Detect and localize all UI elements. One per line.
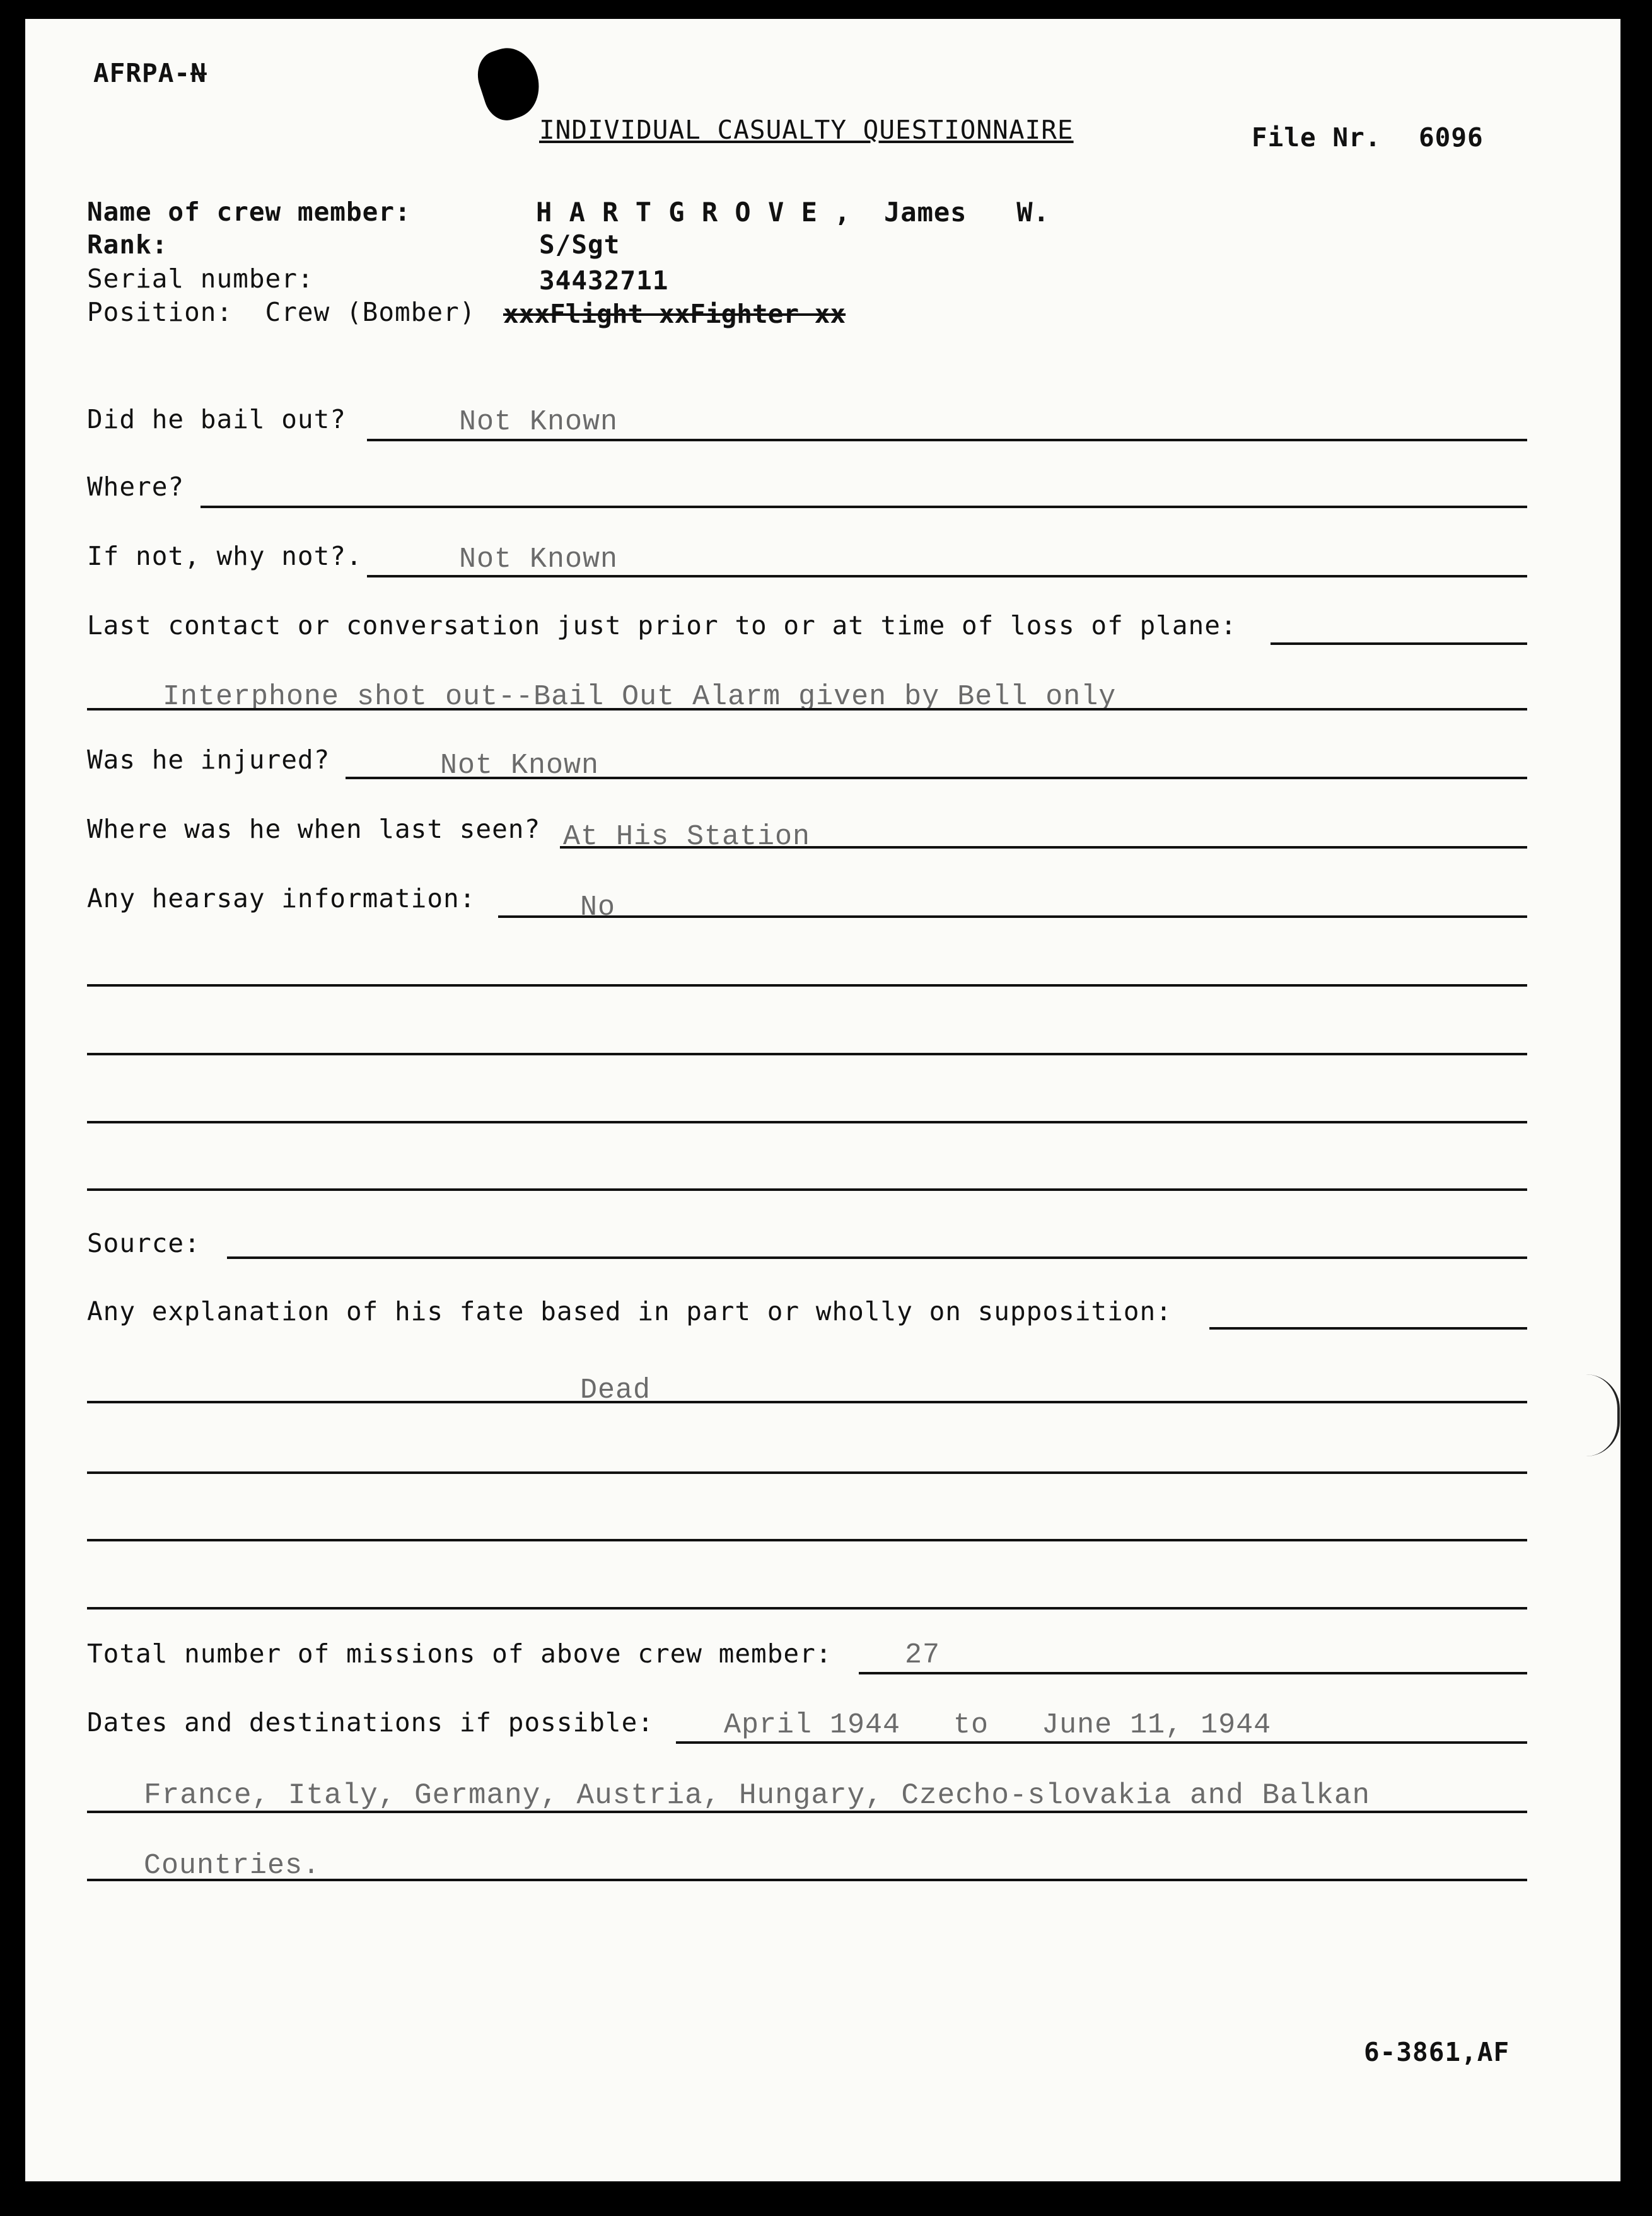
- hearsay-blank-line-4: [87, 1188, 1527, 1191]
- last-contact-line-1: [1271, 642, 1527, 645]
- why-not-line: [367, 575, 1527, 577]
- explanation-value: Dead: [580, 1374, 651, 1407]
- source-line: [227, 1256, 1527, 1259]
- position-label: Position: Crew (Bomber): [87, 297, 476, 327]
- hearsay-value: No: [580, 891, 616, 924]
- serial-value: 34432711: [539, 265, 669, 296]
- last-contact-value: Interphone shot out--Bail Out Alarm given by Bell only: [163, 681, 1117, 713]
- where-line: [201, 506, 1527, 508]
- form-id: AFRPA-N: [93, 58, 207, 88]
- injured-line: [346, 777, 1527, 779]
- bail-out-line: [367, 439, 1527, 441]
- last-seen-label: Where was he when last seen?: [87, 814, 541, 844]
- explanation-label: Any explanation of his fate based in part or wholly on supposition:: [87, 1296, 1172, 1326]
- rank-label: Rank:: [87, 229, 168, 260]
- missions-line: [859, 1672, 1527, 1674]
- destinations-rule-1: [87, 1811, 1527, 1813]
- name-value: H A R T G R O V E , James W.: [536, 197, 1050, 228]
- rank-value: S/Sgt: [539, 229, 620, 260]
- explanation-line-1: [1209, 1327, 1527, 1330]
- hearsay-blank-line-2: [87, 1053, 1527, 1055]
- file-number: 6096: [1419, 122, 1484, 153]
- missions-label: Total number of missions of above crew member:: [87, 1639, 832, 1669]
- hearsay-blank-line-1: [87, 984, 1527, 987]
- form-title: INDIVIDUAL CASUALTY QUESTIONNAIRE: [539, 115, 1074, 145]
- name-label: Name of crew member:: [87, 197, 411, 227]
- file-number-label: File Nr.: [1252, 122, 1382, 153]
- last-seen-line: [560, 846, 1527, 849]
- destinations-line-1: France, Italy, Germany, Austria, Hungary, Czecho-slovakia and Balkan: [144, 1779, 1371, 1812]
- why-not-value: Not Known: [459, 543, 619, 576]
- source-label: Source:: [87, 1228, 201, 1258]
- bail-out-value: Not Known: [459, 406, 619, 438]
- explanation-blank-line-1: [87, 1471, 1527, 1474]
- dates-line: [676, 1741, 1527, 1744]
- position-struck-text: xxxFlight xxFighter xx: [503, 299, 846, 329]
- explanation-line-2: [87, 1401, 1527, 1403]
- hearsay-label: Any hearsay information:: [87, 883, 476, 914]
- last-seen-value: At His Station: [563, 821, 811, 853]
- destinations-rule-2: [87, 1879, 1527, 1881]
- dates-value: April 1944 to June 11, 1944: [724, 1709, 1272, 1741]
- injured-value: Not Known: [440, 750, 600, 782]
- injured-label: Was he injured?: [87, 745, 330, 775]
- why-not-label: If not, why not?.: [87, 541, 363, 571]
- destinations-line-2: Countries.: [144, 1850, 321, 1882]
- serial-label: Serial number:: [87, 264, 314, 294]
- dates-label: Dates and destinations if possible:: [87, 1707, 654, 1737]
- last-contact-label: Last contact or conversation just prior to or at time of loss of plane:: [87, 610, 1237, 641]
- hearsay-blank-line-3: [87, 1121, 1527, 1123]
- missions-value: 27: [905, 1639, 941, 1671]
- last-contact-line-2: [87, 708, 1527, 711]
- explanation-blank-line-2: [87, 1539, 1527, 1541]
- hearsay-line: [498, 915, 1527, 918]
- form-code: 6-3861,AF: [1364, 2037, 1510, 2067]
- bail-out-label: Did he bail out?: [87, 404, 346, 434]
- explanation-blank-line-3: [87, 1607, 1527, 1610]
- where-label: Where?: [87, 472, 185, 502]
